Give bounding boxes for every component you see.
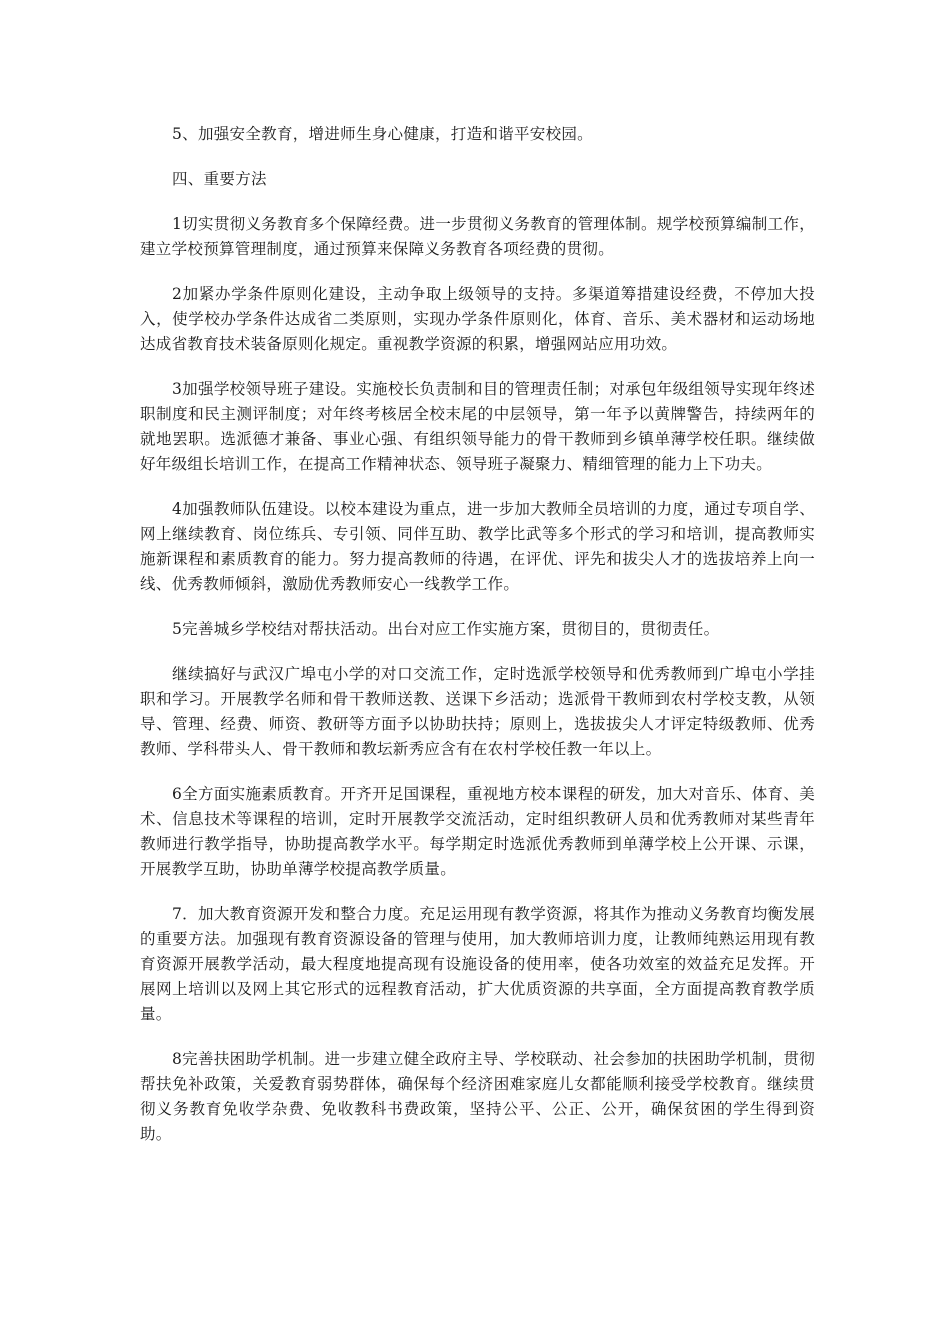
paragraph-method-5: 5完善城乡学校结对帮扶活动。出台对应工作实施方案，贯彻目的，贯彻责任。 (172, 620, 720, 638)
document-page (140, 122, 815, 1167)
paragraph-method-7: 7．加大教育资源开发和整合力度。充足运用现有教学资源，将其作为推动义务教育均衡发展的重要方法。加强现有教育资源设备的管理与使用，加大教师培训力度，让教师纯熟运用现有教育资源开展教学活动，最大程度地提高现有设施设备的使用率，使各功效室的效益充足发挥。开展网上培训以及网上其它形式的远程教育活动，扩大优质资源的共享面，全方面提高教育教学质量。 (140, 905, 815, 1023)
paragraph-method-5-detail: 继续搞好与武汉广埠屯小学的对口交流工作，定时选派学校领导和优秀教师到广埠屯小学挂职和学习。开展教学名师和骨干教师送教、送课下乡活动；选派骨干教师到农村学校支教，从领导、管理、经费、师资、教研等方面予以协助扶持；原则上，选拔拔尖人才评定特级教师、优秀教师、学科带头人、骨干教师和教坛新秀应含有在农村学校任教一年以上。 (140, 665, 815, 758)
paragraph-method-4: 4加强教师队伍建设。以校本建设为重点，进一步加大教师全员培训的力度，通过专项自学、网上继续教育、岗位练兵、专引领、同伴互助、教学比武等多个形式的学习和培训，提高教师实施新课程和素质教育的能力。努力提高教师的待遇，在评优、评先和拔尖人才的选拔培养上向一线、优秀教师倾斜，激励优秀教师安心一线教学工作。 (140, 500, 815, 593)
paragraph-method-3: 3加强学校领导班子建设。实施校长负责制和目的管理责任制；对承包年级组领导实现年终述职制度和民主测评制度；对年终考核居全校末尾的中层领导，第一年予以黄牌警告，持续两年的就地罢职。选派德才兼备、事业心强、有组织领导能力的骨干教师到乡镇单薄学校任职。继续做好年级组长培训工作，在提高工作精神状态、领导班子凝聚力、精细管理的能力上下功夫。 (140, 380, 815, 473)
paragraph-method-8: 8完善扶困助学机制。进一步建立健全政府主导、学校联动、社会参加的扶困助学机制，贯彻帮扶免补政策，关爱教育弱势群体，确保每个经济困难家庭儿女都能顺利接受学校教育。继续贯彻义务教育免收学杂费、免收教科书费政策，坚持公平、公正、公开，确保贫困的学生得到资助。 (140, 1050, 815, 1143)
paragraph-method-2: 2加紧办学条件原则化建设，主动争取上级领导的支持。多渠道筹措建设经费，不停加大投入，使学校办学条件达成省二类原则，实现办学条件原则化，体育、音乐、美术器材和运动场地达成省教育技术装备原则化规定。重视教学资源的积累，增强网站应用功效。 (140, 285, 815, 353)
paragraph-method-6: 6全方面实施素质教育。开齐开足国课程，重视地方校本课程的研发，加大对音乐、体育、美术、信息技术等课程的培训，定时开展教学交流活动，定时组织教研人员和优秀教师对某些青年教师进行教学指导，协助提高教学水平。每学期定时选派优秀教师到单薄学校上公开课、示课，开展教学互助，协助单薄学校提高教学质量。 (140, 785, 815, 878)
section-heading-methods: 四、重要方法 (172, 170, 267, 188)
paragraph-safety-education: 5、加强安全教育，增进师生身心健康，打造和谐平安校园。 (172, 125, 593, 143)
paragraph-method-1: 1切实贯彻义务教育多个保障经费。进一步贯彻义务教育的管理体制。规学校预算编制工作，建立学校预算管理制度，通过预算来保障义务教育各项经费的贯彻。 (140, 215, 815, 258)
